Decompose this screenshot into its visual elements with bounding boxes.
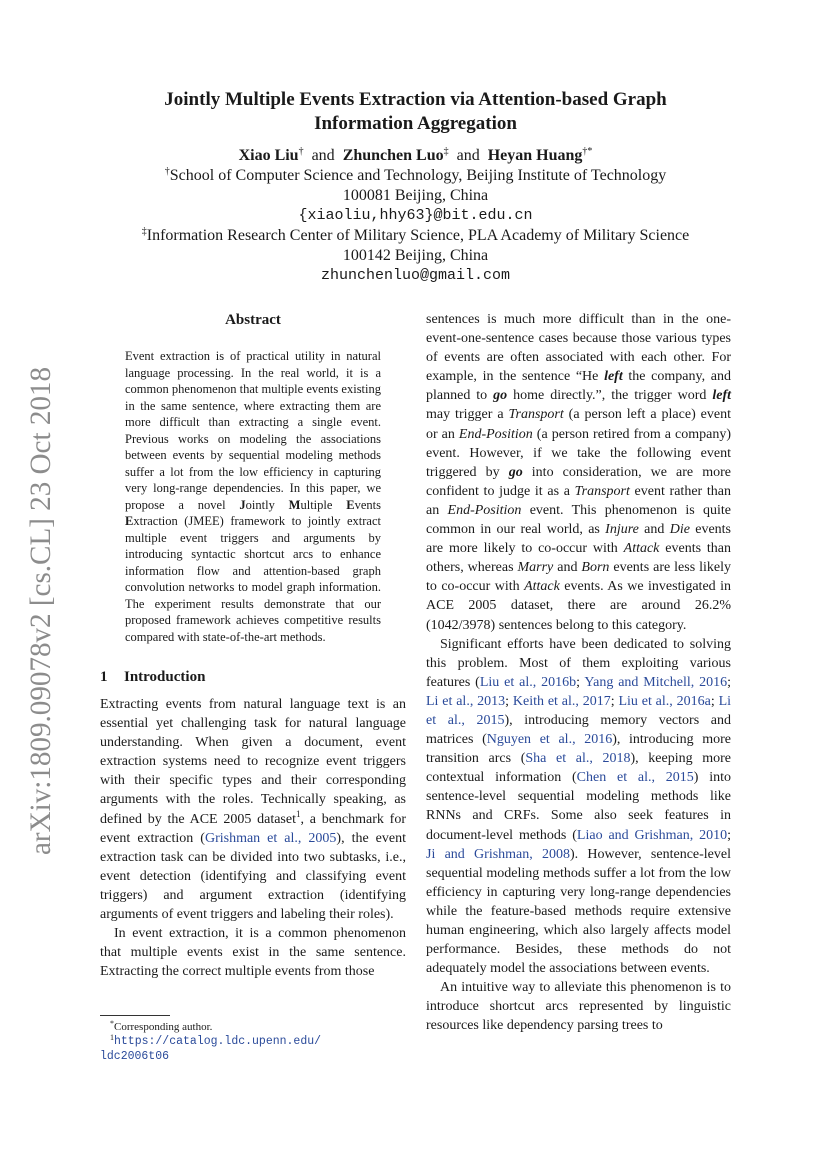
intro-paragraph-2: In event extraction, it is a common phenomenon that multiple events exist in the same sentence. Extracting the correct multiple events from those [100,926,406,980]
word-left-2: left [712,388,731,404]
and-1: and [311,147,335,164]
citation-sep: ; [710,693,719,709]
rp1-c: home directly.”, the trigger word [507,388,713,404]
abstract-bold-m: M [288,497,301,512]
citation-link[interactable]: Li et al., 2015 [426,693,732,728]
citation-sep: ; [610,693,619,709]
footnote-corresponding [100,1020,406,1034]
abstract-text-3: ultiple [300,497,347,512]
rp2-a: Significant efforts have been dedicated to solving this problem. Most of them exploiting various features ( [426,636,731,690]
citation-sep: ; [727,827,731,843]
section-number: 1 [100,669,108,685]
citation-link[interactable]: Keith et al., 2017 [512,693,611,709]
italic-transport: Transport [508,407,564,423]
affil-2-text: Information Research Center of Military Science, PLA Academy of Military Science [146,227,690,244]
citation-sep: ; [505,693,513,709]
affil-1-mark: † [164,166,170,177]
italic-born: Born [581,560,610,576]
italic-attack: Attack [623,541,660,557]
footnotes [100,1015,406,1064]
footnote-url-link-b[interactable]: ldc2006t06 [100,1050,170,1063]
footnote-text-1: Corresponding author. [114,1021,213,1033]
abstract-bold-e1: E [346,497,355,512]
abstract-text-5: xtraction (JMEE) framework to jointly extract multiple event triggers and arguments by introducing syntactic shortcut arcs to enhance information flow and attention-based graph convolution networks to model graph information. The experiment results demonstrate that our proposed framework achieves competitive results compared with state-of-the-art methods. [125,514,381,644]
abstract-heading: Abstract [225,312,281,328]
left-column [100,310,406,981]
author-3: Heyan Huang [487,147,583,164]
rp1-i: event. This phenomenon is quite common in our real world, as [426,502,731,538]
citation-link[interactable]: Sha et al., 2018 [525,751,631,767]
rp2-e: ) into sentence-level sequential modeling methods like RNNs and CRFs. Some also seek features in document-level methods ( [426,770,731,843]
abstract-body [100,348,406,645]
italic-marry: Marry [517,560,554,576]
arxiv-stamp [22,365,58,855]
citation-sep: ; [576,674,585,690]
right-column [426,310,731,1036]
citation-link[interactable]: Nguyen et al., 2016 [486,732,613,748]
rp1-l: events than others, whereas [426,541,731,576]
citation-link[interactable]: Ji and Grishman, 2008 [426,846,571,862]
and-2: and [456,147,480,164]
footnote-url-cont [100,1049,406,1064]
footnote-mark-1: 1 [110,1033,114,1042]
affiliation-1-city: 100081 Beijing, China [342,187,489,204]
citation-link[interactable]: Liu et al., 2016b [479,674,577,690]
rp1-m: and [553,560,582,576]
abstract-text-1: Event extraction is of practical utility in natural language processing. In the real world, it is a common phenomenon that multiple events existing in the same sentence, where extracting them are more difficult than extracting a single event. Previous works on modeling the associations between events by sequential modeling methods suffer a lot from the low efficiency in capturing very long-range dependencies. In this paper, we propose a novel [125,349,381,512]
intro-p1-text-a: Extracting events from natural language text is an essential yet challenging task for natural language understanding. When given a document, event extraction systems need to recognize event triggers with their specific types and their corresponding arguments with the roles. Technically speaking, as defined by the ACE 2005 dataset [100,697,406,827]
citation-link[interactable]: Chen et al., 2015 [576,770,694,786]
right-paragraph-2 [426,635,731,979]
intro-paragraph-1 [100,695,406,924]
author-1: Xiao Liu [238,147,299,164]
author-2: Zhunchen Luo [342,147,444,164]
arxiv-stamp-svg [22,365,58,855]
word-go-2: go [508,464,523,480]
author-2-mark: ‡ [443,146,449,157]
rp1-f: (a person retired from a company) event. However, if we take the following event triggered by [426,426,731,480]
rp1-b: the company, and planned to [426,369,731,404]
footnote-url-link-a[interactable]: https://catalog.ldc.upenn.edu/ [114,1035,322,1048]
footnote-ref-1[interactable]: 1 [295,808,301,819]
footnote-mark-star: * [110,1019,114,1028]
rp1-g: into consideration, we are more confident to judge it as a [426,464,731,499]
paper-title [100,88,731,136]
abstract-text-2: ointly [245,497,289,512]
intro-p1-text-c: ), the event extraction task can be divided into two subtasks, i.e., event detection (identifying and classifying event triggers) and argument extraction (identifying arguments of event triggers and labeling their roles). [100,830,406,923]
citation-link[interactable]: Yang and Mitchell, 2016 [584,674,728,690]
arxiv-stamp-text: arXiv:1809.09078v2 [cs.CL] 23 Oct 2018 [24,365,57,855]
footnote-url [100,1034,406,1049]
rp1-d: may trigger a [426,407,509,423]
italic-end-position: End-Position [458,426,533,442]
rp1-e: (a person left a place) event or an [426,407,731,442]
section-title: Introduction [124,669,206,685]
rp1-o: events. As we investigated in ACE 2005 dataset, there are around 26.2% (1042/3978) sentences belong to this category. [426,579,731,633]
affiliation-2 [100,226,731,246]
affiliation-1-email: {xiaoliu,hhy63}@bit.edu.cn [298,207,533,224]
rp2-d: ), keeping more contextual information ( [426,751,731,786]
right-paragraph-1 [426,310,731,635]
author-3-mark: †* [582,146,593,157]
author-block [100,146,731,286]
section-heading-introduction [100,667,406,687]
rp2-f: ). However, sentence-level sequential modeling methods suffer a lot from the low efficiency in capturing very long-range dependencies while the feature-based methods require extensive human engineering, which also largely affects model performance. Besides, these methods do not adequately model the associations between events. [426,846,731,977]
rp1-k: events are more likely to co-occur with [426,522,731,557]
abstract-bold-e2: E [125,514,134,528]
title-line-2: Information Aggregation [314,113,517,134]
rp2-b: ), introducing memory vectors and matrices ( [426,712,731,748]
word-go: go [493,388,508,404]
citation-link[interactable]: Liao and Grishman, 2010 [576,827,728,843]
rp1-h: event rather than an [426,483,731,518]
affiliation-1 [100,166,731,186]
title-line-1: Jointly Multiple Events Extraction via Attention-based Graph [164,89,667,110]
affiliation-2-email: zhunchenluo@gmail.com [320,267,511,284]
italic-attack-2: Attack [524,579,560,595]
footnote-rule [100,1015,170,1016]
abstract-text-4: vents [354,497,381,512]
affiliation-2-city: 100142 Beijing, China [342,247,489,264]
word-left: left [604,369,623,385]
citation-sep: ; [727,674,732,690]
intro-p1-text-b: , a benchmark for event extraction ( [100,811,406,846]
citation-link[interactable]: Grishman et al., 2005 [204,830,337,846]
author-names [100,146,731,166]
author-1-mark: † [298,146,304,157]
italic-end-position-2: End-Position [447,502,522,518]
italic-transport-2: Transport [574,483,630,499]
rp1-j: and [638,522,670,538]
citation-link[interactable]: Liu et al., 2016a [618,693,711,709]
affil-2-mark: ‡ [141,226,147,237]
right-paragraph-3: An intuitive way to alleviate this phenomenon is to introduce shortcut arcs represented by linguistic resources like dependency parsing trees to [426,980,731,1034]
rp1-n: events are less likely to co-occur with [426,560,731,595]
abstract-bold-j: J [239,497,246,512]
italic-die: Die [669,522,690,538]
citation-link[interactable]: Li et al., 2013 [426,693,506,709]
rp2-c: ), introducing more transition arcs ( [426,732,731,767]
affil-1-text: School of Computer Science and Technology, Beijing Institute of Technology [169,167,667,184]
italic-injure: Injure [605,522,639,538]
rp1-a: sentences is much more difficult than in the one-event-one-sentence cases because those various types of events are often associated with each other. For example, in the sentence “He [426,312,731,385]
